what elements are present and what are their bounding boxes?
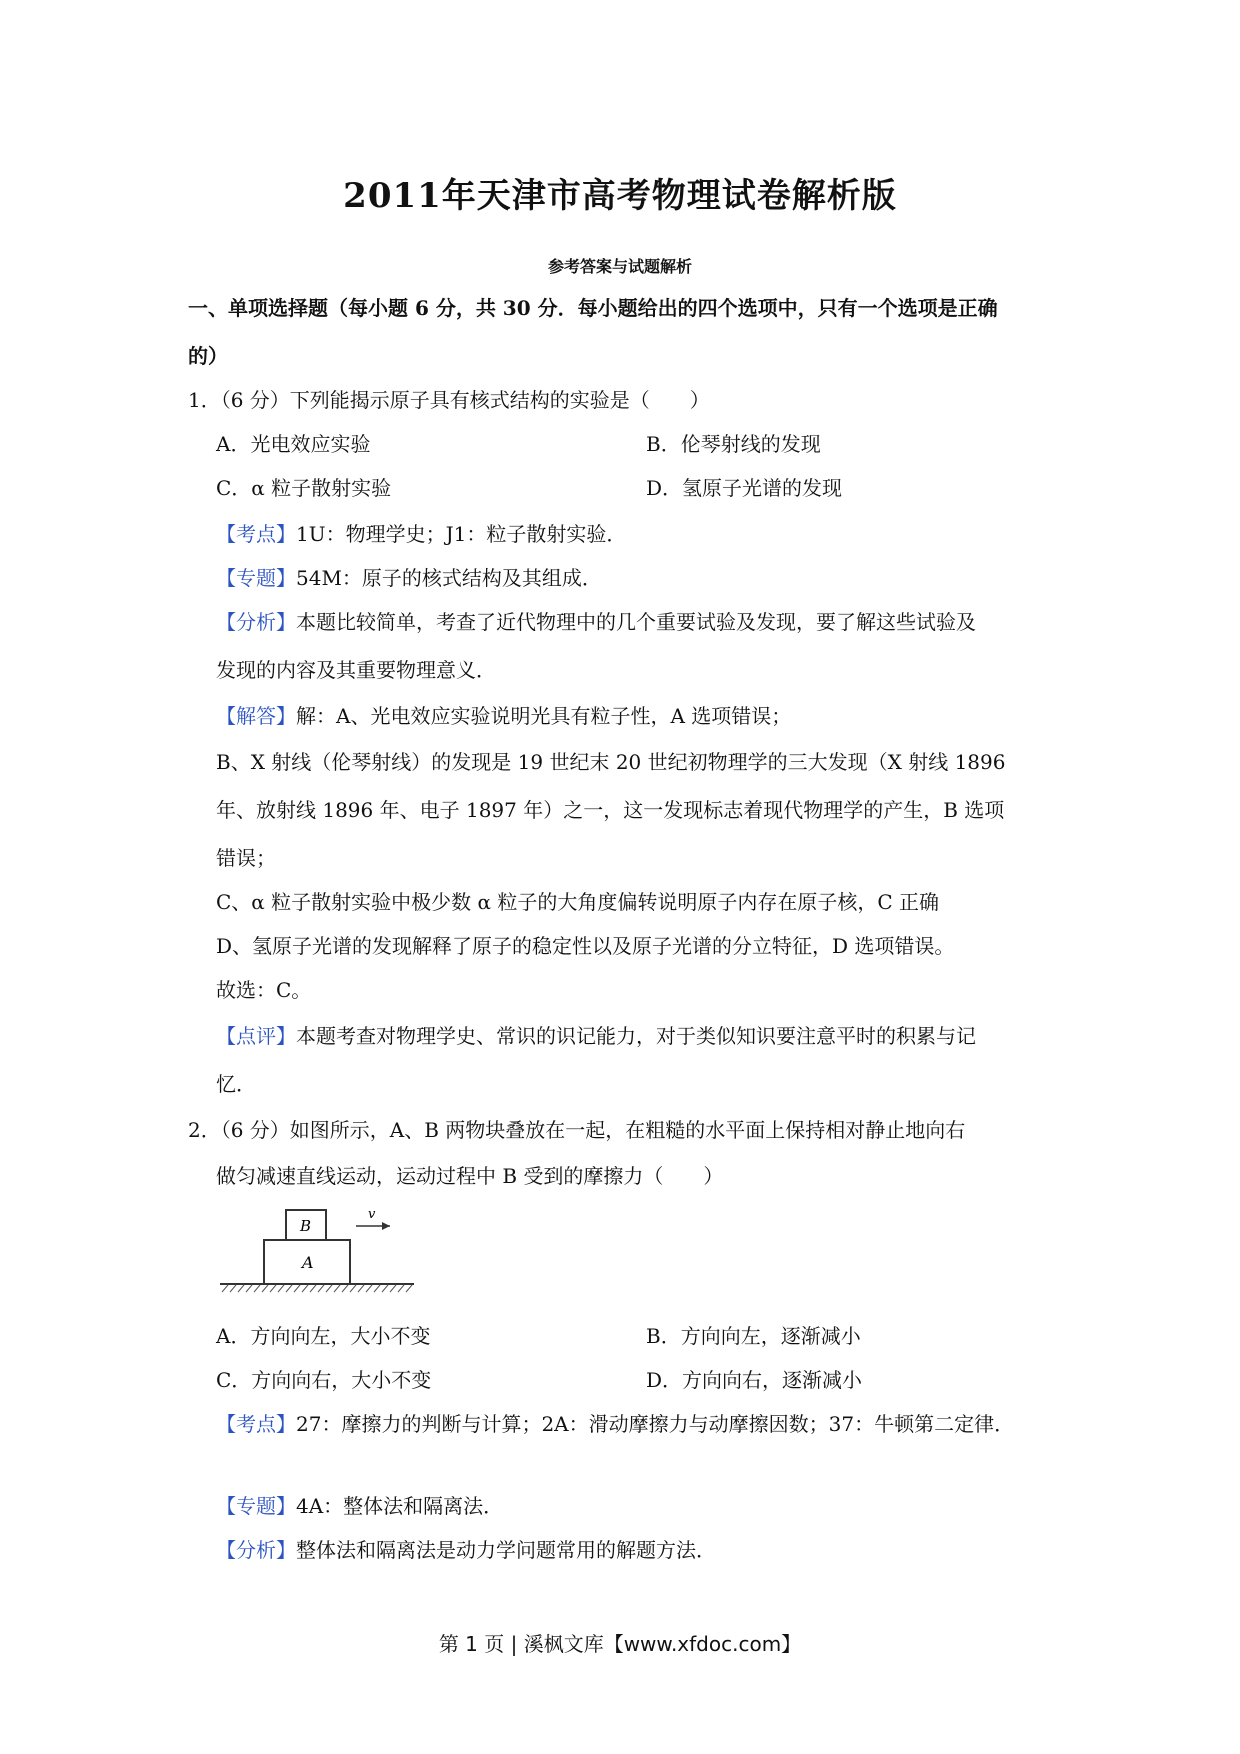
q2-fenxi [216,1534,716,1563]
dianping-text: 本题考查对物理学史、常识的识记能力，对于类似知识要注意平时的积累与记 [296,1024,976,1048]
page-subtitle: 参考答案与试题解析 [547,257,692,276]
q1-jieda-line3: 年、放射线 1896 年、电子 1897 年）之一，这一发现标志着现代物理学的产生，B 选项 [216,798,1005,822]
q1-dianping [216,1020,976,1049]
q1-jieda-line5: C、α 粒子散射实验中极少数 α 粒子的大角度偏转说明原子内存在原子核，C 正确 [216,890,940,914]
q1-stem: 1．（6 分）下列能揭示原子具有核式结构的实验是（ ） [188,388,710,412]
zhuanti-tag: 【专题】 [216,1494,296,1518]
zhuanti-text: 4A：整体法和隔离法． [296,1494,504,1518]
arrow-head [382,1222,390,1230]
page-title: 2011年天津市高考物理试卷解析版 [343,176,897,216]
q1-kaodian [216,518,626,547]
q1-jieda [216,700,791,729]
q1-fenxi [216,606,976,635]
q1-jieda-line4: 错误； [216,846,276,870]
q1-option-b: B．伦琴射线的发现 [646,432,821,456]
q1-dianping-cont: 忆． [216,1072,256,1096]
fenxi-text: 本题比较简单，考查了近代物理中的几个重要试验及发现，要了解这些试验及 [296,610,976,634]
q1-jieda-line7: 故选：C。 [216,978,312,1002]
section-heading-cont: 的） [188,344,228,368]
label-v: v [368,1207,376,1222]
blocks-figure [218,1200,418,1300]
jieda-tag: 【解答】 [216,704,296,728]
dianping-tag: 【点评】 [216,1024,296,1048]
q1-zhuanti [216,562,602,591]
jieda-text: 解：A、光电效应实验说明光具有粒子性，A 选项错误； [296,704,792,728]
zhuanti-text: 54M：原子的核式结构及其组成． [296,566,602,590]
q1-jieda-line6: D、氢原子光谱的发现解释了原子的稳定性以及原子光谱的分立特征，D 选项错误。 [216,934,955,958]
q2-option-a: A．方向向左，大小不变 [216,1324,431,1348]
label-b: B [300,1217,312,1235]
fenxi-text: 整体法和隔离法是动力学问题常用的解题方法． [296,1538,716,1562]
q1-option-c: C．α 粒子散射实验 [216,476,392,500]
q2-stem: 2．（6 分）如图所示，A、B 两物块叠放在一起，在粗糙的水平面上保持相对静止地向右 [188,1118,966,1142]
q2-option-b: B．方向向左，逐渐减小 [646,1324,861,1348]
q1-fenxi-cont: 发现的内容及其重要物理意义． [216,658,496,682]
q2-option-c: C．方向向右，大小不变 [216,1368,432,1392]
q1-jieda-line2: B、X 射线（伦琴射线）的发现是 19 世纪末 20 世纪初物理学的三大发现（X 射线 1896 [216,750,1006,774]
q2-zhuanti [216,1490,503,1519]
kaodian-tag: 【考点】 [216,1412,296,1436]
kaodian-text: 1U：物理学史；J1：粒子散射实验． [296,522,627,546]
q1-option-a: A．光电效应实验 [216,432,371,456]
page-footer: 第 1 页 | 溪枫文库【www.xfdoc.com】 [438,1632,802,1656]
fenxi-tag: 【分析】 [216,1538,296,1562]
fenxi-tag: 【分析】 [216,610,296,634]
ground-hatching [222,1285,412,1292]
label-a: A [302,1253,314,1272]
q2-option-d: D．方向向右，逐渐减小 [646,1368,863,1392]
q2-kaodian [216,1408,1014,1437]
section-heading: 一、单项选择题（每小题 6 分，共 30 分．每小题给出的四个选项中，只有一个选项是正确 [188,296,998,320]
kaodian-tag: 【考点】 [216,522,296,546]
zhuanti-tag: 【专题】 [216,566,296,590]
kaodian-text: 27：摩擦力的判断与计算；2A：滑动摩擦力与动摩擦因数；37：牛顿第二定律． [296,1412,1015,1436]
q2-stem-cont: 做匀减速直线运动，运动过程中 B 受到的摩擦力（ ） [216,1164,724,1188]
q1-option-d: D．氢原子光谱的发现 [646,476,843,500]
